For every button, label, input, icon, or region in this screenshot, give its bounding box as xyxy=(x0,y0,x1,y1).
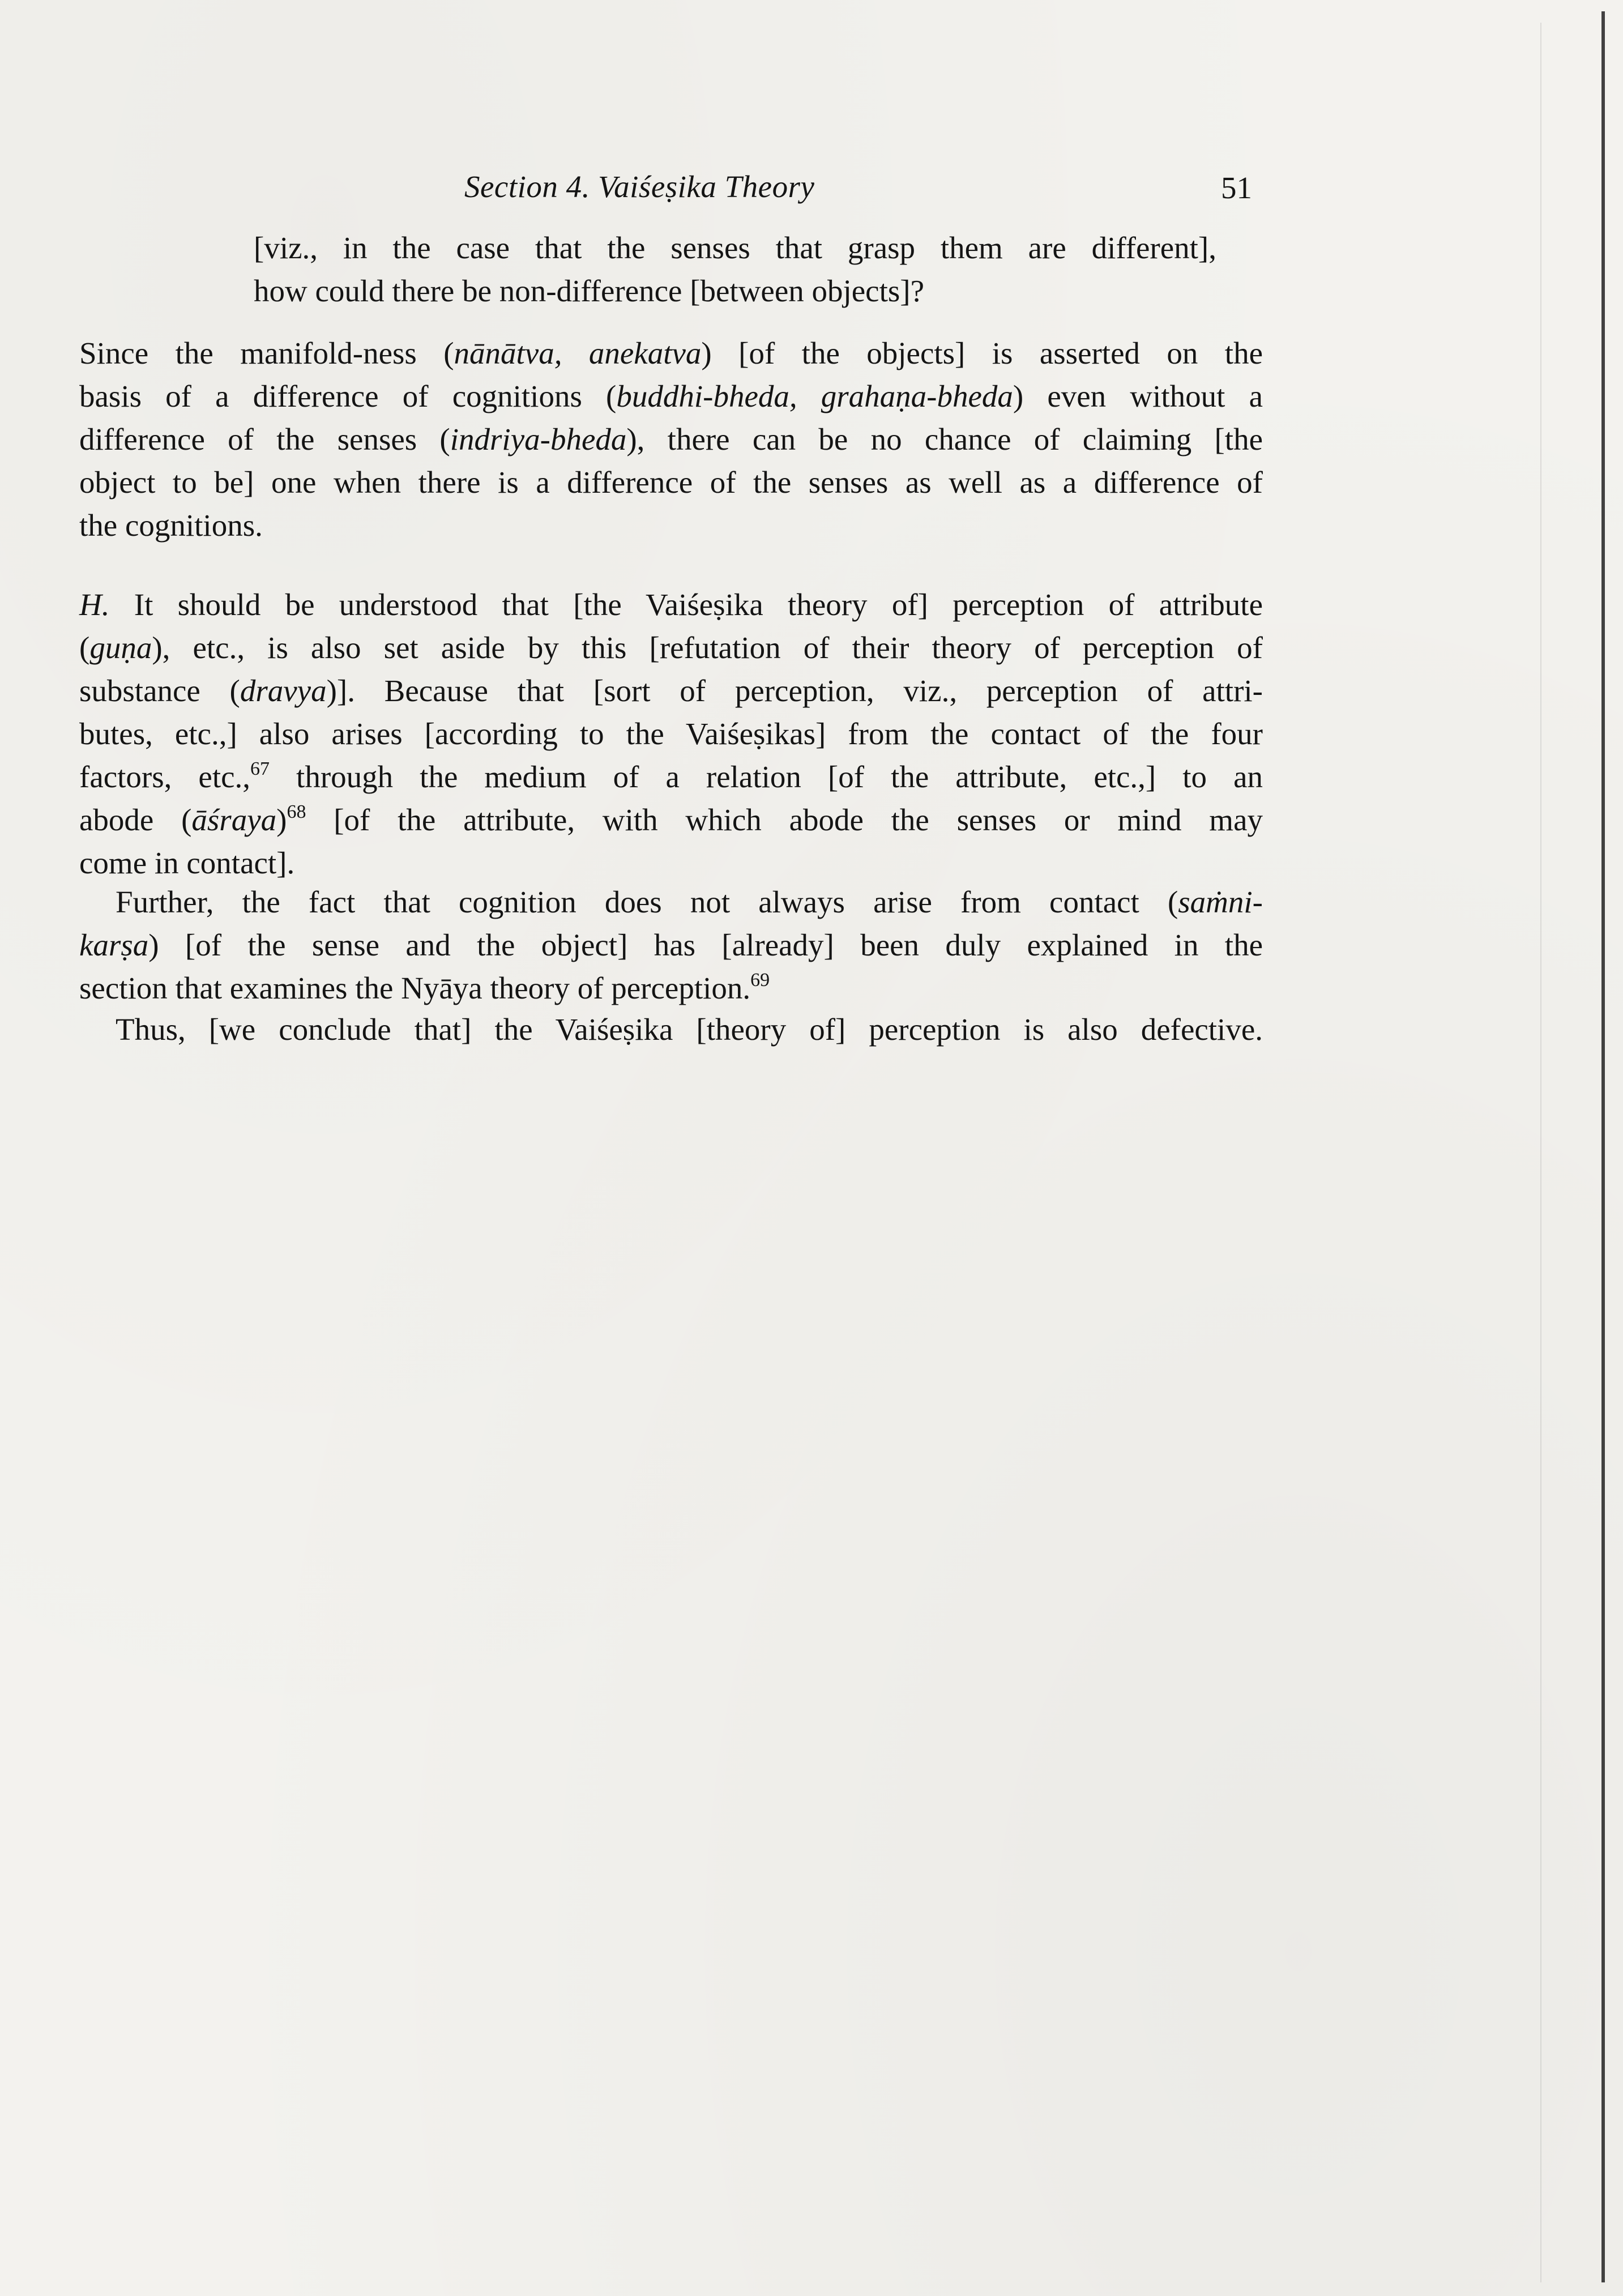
text-line: basis of a difference of cognitions (buddhi-bheda, grahaṇa-bheda) even without a xyxy=(79,379,1263,413)
text-line: come in contact]. xyxy=(79,846,295,880)
text-line: butes, etc.,] also arises [according to the Vaiśeṣikas] from the contact of the four xyxy=(79,716,1263,751)
running-header: Section 4. Vaiśeṣika Theory xyxy=(464,169,815,204)
section-marker-h: H. xyxy=(79,587,110,622)
footnote-ref-69: 69 xyxy=(750,970,770,991)
paragraph-conclusion xyxy=(79,1008,1263,1051)
page-number: 51 xyxy=(1221,170,1252,205)
text-line: the cognitions. xyxy=(79,508,263,543)
text-line: substance (dravya)]. Because that [sort of perception, viz., perception of attri- xyxy=(79,673,1263,708)
continuation-line-2: how could there be non-difference [between objects]? xyxy=(254,274,925,308)
text-line: object to be] one when there is a difference of the senses as well as a difference of xyxy=(79,465,1263,500)
text-line: H. It should be understood that [the Vaiśeṣika theory of] perception of attribute xyxy=(79,587,1263,622)
text-line: (guṇa), etc., is also set aside by this [refutation of their theory of perception of xyxy=(79,630,1263,665)
footnote-ref-68: 68 xyxy=(287,801,306,822)
text-line: abode (āśraya)$^{68}$ [of the attribute, with which abode the senses or mind may xyxy=(79,801,1263,837)
paragraph-manifoldness xyxy=(79,332,1263,547)
scan-edge-line xyxy=(1601,11,1605,2282)
text-line: factors, etc.,$^{67}$ through the medium of a relation [of the attribute, etc.,] to an xyxy=(79,758,1263,794)
paragraph-further xyxy=(79,881,1263,1010)
scan-margin-shadow xyxy=(1540,23,1541,2282)
continuation-block xyxy=(254,227,1216,313)
text-line: Further, the fact that cognition does not always arise from contact (saṁni- xyxy=(116,885,1263,919)
paragraph-section-h xyxy=(79,583,1263,885)
footnote-ref-67: 67 xyxy=(250,758,270,779)
continuation-line-1: [viz., in the case that the senses that grasp them are different], xyxy=(254,231,1216,265)
text-line: Thus, [we conclude that] the Vaiśeṣika [theory of] perception is also defective. xyxy=(116,1012,1263,1047)
text-line: karṣa) [of the sense and the object] has [already] been duly explained in the xyxy=(79,928,1263,962)
text-line: difference of the senses (indriya-bheda), there can be no chance of claiming [the xyxy=(79,422,1263,456)
text-line: Since the manifold-ness (nānātva, anekatva) [of the objects] is asserted on the xyxy=(79,336,1263,370)
text-line: section that examines the Nyāya theory of perception.$^{69}$ xyxy=(79,970,770,1005)
